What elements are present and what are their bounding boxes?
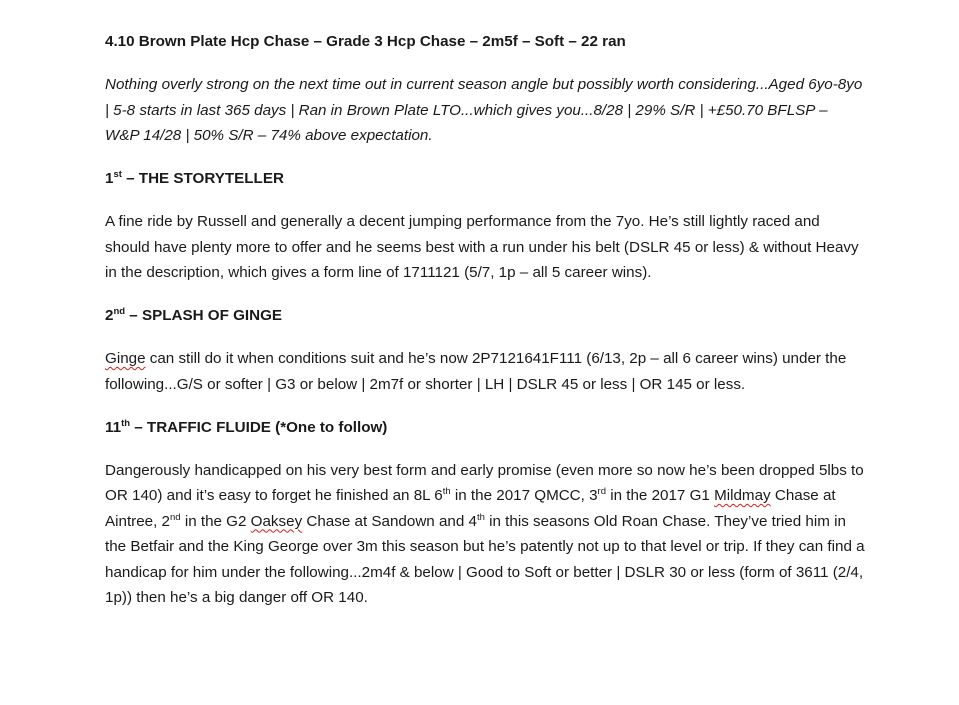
paragraph-text: in the 2017 QMCC, 3 xyxy=(450,487,598,504)
paragraph-text: in this seasons Old Roan Chase. They’ve tried him in the Betfair and the King George over 3m this season but he’s patently not up to that level or trip. If they can find a handicap for him under the following...2m4f & below | Good to Soft or better | DSLR 30 or less (form of 3611 (2/4, 1p)) then he’s a big danger off OR 140. xyxy=(105,512,865,606)
paragraph-text: in the G2 xyxy=(180,512,251,530)
race-intro: Nothing overly strong on the next time out in current season angle but possibly worth considering...Aged 6yo-8yo | 5-8 starts in last 365 days | Ran in Brown Plate LTO...which gives you...8/28 | 29% S/R | +£50.70 BFLSP – W&P 14/28 | 50% S/R – 74% above expectation. xyxy=(105,76,863,144)
position-suffix: st xyxy=(113,169,122,180)
horse-name: – THE STORYTELLER xyxy=(121,170,284,187)
paragraph-text: can still do it when conditions suit and he’s now 2P7121641F111 (6/13, 2p – all 6 career wins) under the following...G/S or softer | G3 or below | 2m7f or shorter | LH | DSLR 45 or less | OR 145 or less. xyxy=(105,350,847,393)
paragraph-text: Dangerously handicapped on his very best form and early promise (even more so now he’s been dropped 5lbs to OR 140) and it’s easy to forget he finished an 8L 6 xyxy=(105,461,864,504)
position-number: 2 xyxy=(105,307,114,324)
position-suffix: th xyxy=(121,417,131,429)
horse-heading-second xyxy=(105,303,865,329)
ordinal-suffix: th xyxy=(476,511,485,523)
paragraph-text: in the 2017 G1 xyxy=(606,487,715,504)
document-body xyxy=(105,29,865,628)
paragraph-text: Chase at Sandown and 4 xyxy=(302,512,477,530)
horse-heading-eleventh xyxy=(105,415,865,441)
spellcheck-word: Oaksey xyxy=(250,512,303,530)
horse-name: – SPLASH OF GINGE xyxy=(125,307,283,324)
ordinal-suffix: th xyxy=(442,486,451,497)
spellcheck-word: Ginge xyxy=(105,350,146,367)
horse-paragraph-eleventh xyxy=(105,458,865,611)
horse-name: – TRAFFIC FLUIDE (*One to follow) xyxy=(130,418,388,436)
horse-paragraph-second xyxy=(105,346,865,397)
paragraph-text: Chase at Aintree, 2 xyxy=(105,487,836,530)
spellcheck-word: Mildmay xyxy=(714,487,771,504)
horse-heading-first xyxy=(105,166,865,192)
race-heading: 4.10 Brown Plate Hcp Chase – Grade 3 Hcp Chase – 2m5f – Soft – 22 ran xyxy=(105,33,626,50)
ordinal-suffix: nd xyxy=(170,511,181,523)
horse-paragraph-first: A fine ride by Russell and generally a decent jumping performance from the 7yo. He’s still lightly raced and should have plenty more to offer and he seems best with a run under his belt (DSLR 45 or less) & without Heavy in the description, which gives a form line of 1711121 (5/7, 1p – all 5 career wins). xyxy=(105,213,859,281)
position-suffix: nd xyxy=(113,306,126,317)
ordinal-suffix: rd xyxy=(597,486,606,497)
position-number: 11 xyxy=(105,418,122,436)
position-number: 1 xyxy=(105,170,114,187)
